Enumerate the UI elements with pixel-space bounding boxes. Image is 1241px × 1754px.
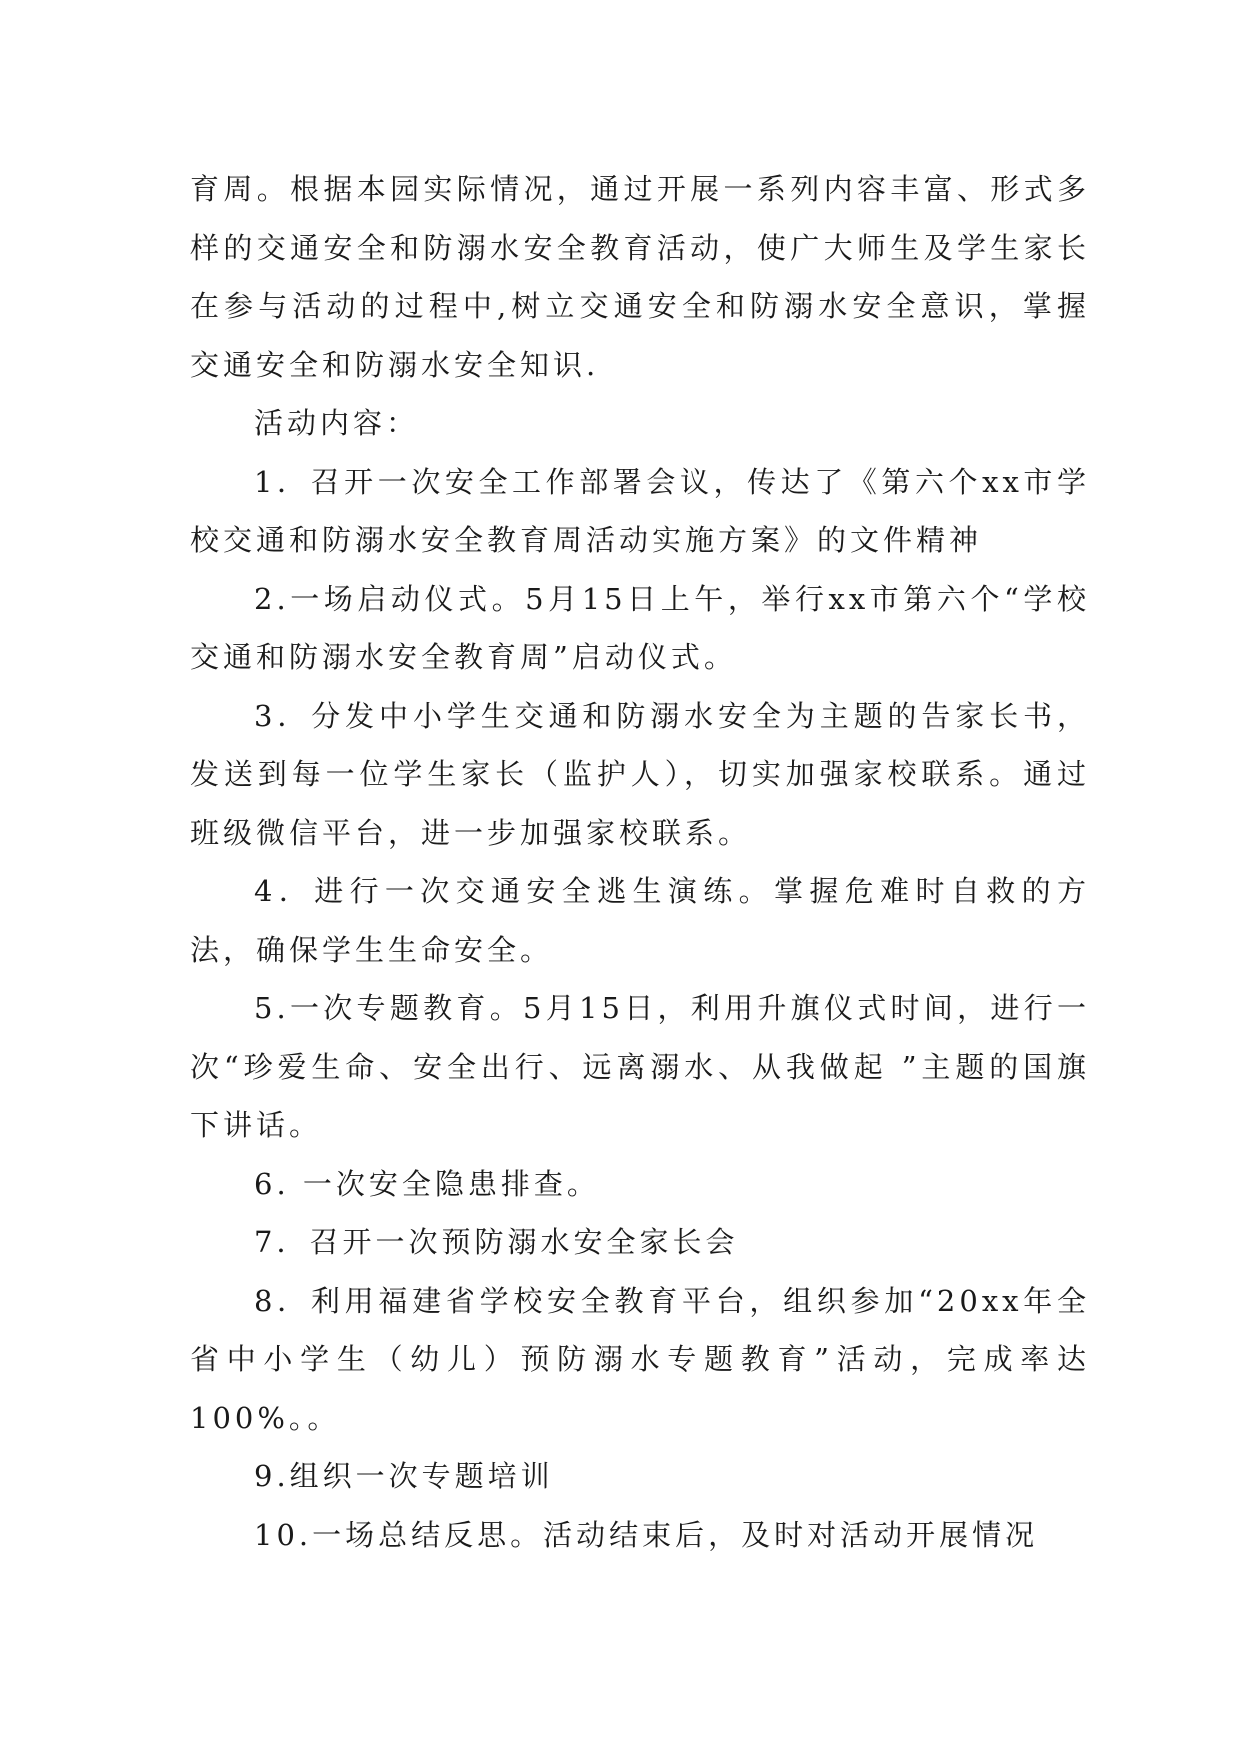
intro-paragraph: 育周。根据本园实际情况，通过开展一系列内容丰富、形式多样的交通安全和防溺水安全教育活动，使广大师生及学生家长在参与活动的过程中,树立交通安全和防溺水安全意识，掌握交通安全和防溺水安全知识. bbox=[190, 172, 1090, 382]
list-item-1: 1．召开一次安全工作部署会议，传达了《第六个xx市学校交通和防溺水安全教育周活动实施方案》的文件精神 bbox=[190, 464, 1090, 557]
list-item-4: 4．进行一次交通安全逃生演练。掌握危难时自救的方法，确保学生生命安全。 bbox=[190, 874, 1090, 967]
document-body bbox=[190, 160, 1090, 1564]
list-item-10: 10.一场总结反思。活动结束后，及时对活动开展情况 bbox=[254, 1517, 1039, 1552]
list-item-6: 6. 一次安全隐患排查。 bbox=[254, 1166, 600, 1201]
list-item-2: 2.一场启动仪式。5月15日上午，举行xx市第六个“学校交通和防溺水安全教育周”启动仪式。 bbox=[190, 581, 1090, 674]
list-item-5: 5.一次专题教育。5月15日，利用升旗仪式时间，进行一次“珍爱生命、安全出行、远离溺水、从我做起 ”主题的国旗下讲话。 bbox=[190, 991, 1090, 1142]
section-heading: 活动内容： bbox=[254, 406, 420, 440]
list-item-3: 3．分发中小学生交通和防溺水安全为主题的告家长书，发送到每一位学生家长（监护人），切实加强家校联系。通过班级微信平台，进一步加强家校联系。 bbox=[190, 698, 1090, 850]
list-item-7: 7．召开一次预防溺水安全家长会 bbox=[254, 1225, 739, 1259]
list-item-9: 9.组织一次专题培训 bbox=[254, 1459, 554, 1493]
list-item-8: 8．利用福建省学校安全教育平台，组织参加“20xx年全省中小学生（幼儿）预防溺水专题教育”活动，完成率达100%。。 bbox=[190, 1283, 1090, 1435]
